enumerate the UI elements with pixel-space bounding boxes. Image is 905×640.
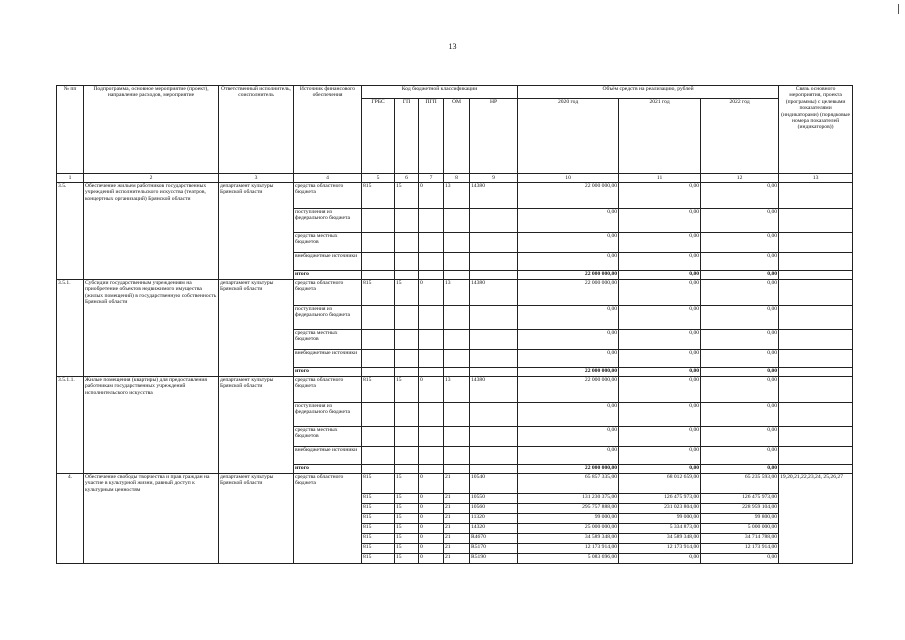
code-pgp	[419, 403, 444, 427]
header-budget-code: Код бюджетной классификации	[362, 86, 518, 99]
code-nr	[470, 427, 518, 447]
code-gp: 15	[395, 280, 419, 306]
code-gp: 15	[395, 494, 419, 504]
code-pgp: 0	[419, 377, 444, 403]
header-source: Источник финансового обеспечения	[294, 86, 362, 174]
code-gp	[395, 350, 419, 368]
column-number: 4	[294, 174, 362, 183]
link-indicators: 19,20,21,22,23,24, 25,26,27	[779, 474, 853, 564]
code-grbs	[362, 209, 395, 233]
code-gp	[395, 233, 419, 253]
code-om: 13	[444, 377, 470, 403]
code-pgp	[419, 306, 444, 330]
column-number: 8	[444, 174, 470, 183]
code-gp	[395, 465, 419, 474]
code-gp	[395, 368, 419, 377]
code-pgp: 0	[419, 554, 444, 564]
code-om: 21	[444, 514, 470, 524]
link-indicators	[779, 377, 853, 403]
link-indicators	[779, 447, 853, 465]
value-2021: 126 475 973,00	[619, 494, 701, 504]
column-number: 5	[362, 174, 395, 183]
value-2022: 65 235 593,00	[701, 474, 779, 494]
header-pgp: ПГП	[419, 99, 444, 174]
funding-source: поступления из федерального бюджета	[294, 209, 362, 233]
value-2022: 228 959 104,00	[701, 504, 779, 514]
funding-source: средства местных бюджетов	[294, 233, 362, 253]
code-gp	[395, 306, 419, 330]
executor: департамент культуры Брянской области	[219, 280, 294, 377]
link-indicators	[779, 271, 853, 280]
code-gp	[395, 253, 419, 271]
code-grbs: 815	[362, 554, 395, 564]
code-om: 21	[444, 494, 470, 504]
value-2020: 295 757 888,00	[518, 504, 619, 514]
code-nr: 14380	[470, 280, 518, 306]
value-2022: 0,00	[701, 368, 779, 377]
value-2021: 34 589 348,00	[619, 534, 701, 544]
link-indicators	[779, 330, 853, 350]
code-nr	[470, 306, 518, 330]
value-2020: 22 000 000,00	[518, 280, 619, 306]
code-nr	[470, 209, 518, 233]
value-2021: 12 173 914,00	[619, 544, 701, 554]
code-pgp	[419, 465, 444, 474]
link-indicators	[779, 306, 853, 330]
value-2020: 22 000 000,00	[518, 465, 619, 474]
value-2021: 0,00	[619, 253, 701, 271]
code-gp: 15	[395, 474, 419, 494]
link-indicators	[779, 427, 853, 447]
header-event: Подпрограмма, основное мероприятие (проект), направление расходов, мероприятие	[84, 86, 219, 174]
value-2022: 5 000 000,00	[701, 524, 779, 534]
value-2020: 22 000 000,00	[518, 183, 619, 209]
funding-source: внебюджетные источники	[294, 253, 362, 271]
code-nr	[470, 253, 518, 271]
code-gp: 15	[395, 377, 419, 403]
funding-source: средства областного бюджета	[294, 474, 362, 564]
funding-source: итого	[294, 368, 362, 377]
funding-source: средства областного бюджета	[294, 377, 362, 403]
code-pgp: 0	[419, 280, 444, 306]
link-indicators	[779, 368, 853, 377]
code-gp: 15	[395, 514, 419, 524]
code-pgp	[419, 427, 444, 447]
code-grbs	[362, 306, 395, 330]
code-gp	[395, 427, 419, 447]
code-om	[444, 350, 470, 368]
value-2022: 0,00	[701, 183, 779, 209]
code-grbs	[362, 233, 395, 253]
code-pgp	[419, 330, 444, 350]
value-2021: 0,00	[619, 403, 701, 427]
code-grbs	[362, 368, 395, 377]
value-2022: 0,00	[701, 271, 779, 280]
code-om: 21	[444, 534, 470, 544]
column-number: 9	[470, 174, 518, 183]
event-name: Субсидии государственным учреждениям на приобретение объектов недвижимого имущества (жилых помещений) в государственную собственность Брянской области	[84, 280, 219, 377]
header-om: ОМ	[444, 99, 470, 174]
column-number: 11	[619, 174, 701, 183]
value-2022: 0,00	[701, 447, 779, 465]
code-om	[444, 209, 470, 233]
code-grbs: 815	[362, 280, 395, 306]
code-nr: R5190	[470, 554, 518, 564]
code-grbs	[362, 271, 395, 280]
value-2022: 126 475 973,00	[701, 494, 779, 504]
code-gp: 15	[395, 504, 419, 514]
code-nr	[470, 368, 518, 377]
value-2020: 34 589 348,00	[518, 534, 619, 544]
scan-edge-mark	[898, 4, 899, 14]
table-row	[57, 377, 853, 403]
value-2020: 5 083 696,00	[518, 554, 619, 564]
code-grbs: 815	[362, 524, 395, 534]
header-2022: 2022 год	[701, 99, 779, 174]
value-2022: 12 173 914,00	[701, 544, 779, 554]
code-gp	[395, 330, 419, 350]
executor: департамент культуры Брянской области	[219, 474, 294, 564]
code-gp: 15	[395, 183, 419, 209]
code-om	[444, 368, 470, 377]
table-row	[57, 474, 853, 494]
code-nr	[470, 447, 518, 465]
code-nr	[470, 403, 518, 427]
code-nr	[470, 465, 518, 474]
value-2021: 0,00	[619, 183, 701, 209]
value-2020: 22 000 000,00	[518, 271, 619, 280]
row-number: 3.5.1.	[57, 280, 84, 377]
value-2021: 0,00	[619, 280, 701, 306]
code-grbs: 815	[362, 534, 395, 544]
value-2021: 0,00	[619, 368, 701, 377]
value-2021: 0,00	[619, 447, 701, 465]
code-gp	[395, 447, 419, 465]
header-2021: 2021 год	[619, 99, 701, 174]
code-grbs: 815	[362, 504, 395, 514]
code-pgp	[419, 271, 444, 280]
value-2021: 231 023 804,00	[619, 504, 701, 514]
page-number: 13	[448, 42, 457, 51]
header-num: № пп	[57, 86, 84, 174]
link-indicators	[779, 350, 853, 368]
value-2022: 99 800,00	[701, 514, 779, 524]
code-gp: 15	[395, 554, 419, 564]
value-2022: 0,00	[701, 554, 779, 564]
code-nr	[470, 350, 518, 368]
funding-source: средства областного бюджета	[294, 183, 362, 209]
event-name: Обеспечение жильем работников государственных учреждений исполнительского искусства (театров, концертных организаций) Брянской области	[84, 183, 219, 280]
value-2021: 0,00	[619, 427, 701, 447]
link-indicators	[779, 209, 853, 233]
funding-source: поступления из федерального бюджета	[294, 306, 362, 330]
code-om: 21	[444, 474, 470, 494]
funding-source: итого	[294, 271, 362, 280]
value-2020: 131 230 375,00	[518, 494, 619, 504]
code-pgp	[419, 447, 444, 465]
value-2020: 22 000 000,00	[518, 368, 619, 377]
header-gp: ГП	[395, 99, 419, 174]
code-grbs	[362, 350, 395, 368]
value-2022: 0,00	[701, 330, 779, 350]
funding-source: поступления из федерального бюджета	[294, 403, 362, 427]
executor: департамент культуры Брянской области	[219, 377, 294, 474]
code-om	[444, 330, 470, 350]
code-om	[444, 306, 470, 330]
code-nr: R5170	[470, 544, 518, 554]
code-nr: 11320	[470, 514, 518, 524]
code-om: 13	[444, 280, 470, 306]
row-number: 3.5.	[57, 183, 84, 280]
code-pgp: 0	[419, 183, 444, 209]
code-nr	[470, 330, 518, 350]
link-indicators	[779, 403, 853, 427]
value-2021: 0,00	[619, 330, 701, 350]
code-pgp: 0	[419, 514, 444, 524]
code-nr	[470, 233, 518, 253]
code-om	[444, 271, 470, 280]
table-body	[57, 86, 853, 564]
value-2022: 0,00	[701, 350, 779, 368]
code-grbs: 815	[362, 183, 395, 209]
code-om: 13	[444, 183, 470, 209]
code-pgp: 0	[419, 504, 444, 514]
column-numbers-row	[57, 174, 853, 183]
code-gp: 15	[395, 544, 419, 554]
value-2020: 22 000 000,00	[518, 377, 619, 403]
code-nr: 14380	[470, 377, 518, 403]
code-gp: 15	[395, 534, 419, 544]
code-om	[444, 465, 470, 474]
table-row	[57, 280, 853, 306]
value-2021: 0,00	[619, 377, 701, 403]
table-row	[57, 183, 853, 209]
code-nr: 14380	[470, 183, 518, 209]
event-name: Обеспечение свободы творчества и прав граждан на участие в культурной жизни, равный доступ к культурным ценностям	[84, 474, 219, 564]
code-gp: 15	[395, 524, 419, 534]
value-2020: 0,00	[518, 427, 619, 447]
value-2021: 0,00	[619, 306, 701, 330]
value-2021: 5 334 873,00	[619, 524, 701, 534]
value-2020: 0,00	[518, 306, 619, 330]
code-pgp	[419, 233, 444, 253]
column-number: 6	[395, 174, 419, 183]
value-2020: 12 173 914,00	[518, 544, 619, 554]
code-pgp: 0	[419, 544, 444, 554]
code-grbs	[362, 253, 395, 271]
code-grbs: 815	[362, 544, 395, 554]
value-2020: 0,00	[518, 350, 619, 368]
link-indicators	[779, 183, 853, 209]
event-name: Жилые помещения (квартиры) для предоставления работникам государственных учреждений исполнительского искусства	[84, 377, 219, 474]
code-nr: 10560	[470, 504, 518, 514]
funding-source: внебюджетные источники	[294, 350, 362, 368]
value-2022: 0,00	[701, 280, 779, 306]
code-grbs: 815	[362, 514, 395, 524]
row-number: 3.5.1.1.	[57, 377, 84, 474]
value-2022: 0,00	[701, 465, 779, 474]
code-om	[444, 447, 470, 465]
code-pgp	[419, 368, 444, 377]
value-2021: 99 000,00	[619, 514, 701, 524]
value-2022: 34 714 788,00	[701, 534, 779, 544]
value-2021: 0,00	[619, 233, 701, 253]
header-2020: 2020 год	[518, 99, 619, 174]
link-indicators	[779, 253, 853, 271]
value-2021: 0,00	[619, 209, 701, 233]
value-2020: 25 000 000,00	[518, 524, 619, 534]
header-row	[57, 86, 853, 99]
value-2022: 0,00	[701, 427, 779, 447]
value-2020: 0,00	[518, 253, 619, 271]
header-link: Связь основного мероприятия, проекта (программы) с целевыми показателями (индикаторами) (порядковые номера показателей (индикаторов))	[779, 86, 853, 174]
code-pgp: 0	[419, 474, 444, 494]
column-number: 10	[518, 174, 619, 183]
value-2020: 0,00	[518, 403, 619, 427]
code-pgp	[419, 209, 444, 233]
code-grbs	[362, 403, 395, 427]
value-2022: 0,00	[701, 233, 779, 253]
column-number: 13	[779, 174, 853, 183]
link-indicators	[779, 280, 853, 306]
code-gp	[395, 271, 419, 280]
link-indicators	[779, 233, 853, 253]
value-2021: 0,00	[619, 465, 701, 474]
code-om	[444, 427, 470, 447]
value-2021: 0,00	[619, 554, 701, 564]
column-number: 1	[57, 174, 84, 183]
column-number: 12	[701, 174, 779, 183]
value-2021: 68 012 659,00	[619, 474, 701, 494]
code-grbs: 815	[362, 377, 395, 403]
code-pgp: 0	[419, 524, 444, 534]
funding-source: внебюджетные источники	[294, 447, 362, 465]
code-om: 21	[444, 524, 470, 534]
column-number: 7	[419, 174, 444, 183]
value-2022: 0,00	[701, 306, 779, 330]
code-grbs	[362, 427, 395, 447]
executor: департамент культуры Брянской области	[219, 183, 294, 280]
code-gp	[395, 403, 419, 427]
code-pgp	[419, 253, 444, 271]
value-2022: 0,00	[701, 253, 779, 271]
value-2020: 65 857 335,00	[518, 474, 619, 494]
header-nr: НР	[470, 99, 518, 174]
header-grbs: ГРБС	[362, 99, 395, 174]
code-gp	[395, 209, 419, 233]
link-indicators	[779, 465, 853, 474]
code-om: 21	[444, 544, 470, 554]
code-grbs	[362, 465, 395, 474]
code-nr: 10550	[470, 494, 518, 504]
header-volume: Объём средств на реализацию, рублей	[518, 86, 779, 99]
code-om	[444, 403, 470, 427]
value-2022: 0,00	[701, 209, 779, 233]
value-2020: 0,00	[518, 330, 619, 350]
code-grbs	[362, 330, 395, 350]
budget-table	[56, 85, 853, 564]
code-grbs: 815	[362, 474, 395, 494]
value-2020: 0,00	[518, 209, 619, 233]
funding-source: итого	[294, 465, 362, 474]
value-2022: 0,00	[701, 403, 779, 427]
code-pgp: 0	[419, 494, 444, 504]
code-om	[444, 233, 470, 253]
code-grbs	[362, 447, 395, 465]
code-grbs: 815	[362, 494, 395, 504]
value-2021: 0,00	[619, 271, 701, 280]
column-number: 3	[219, 174, 294, 183]
code-pgp	[419, 350, 444, 368]
header-executor: Ответственный исполнитель, соисполнитель	[219, 86, 294, 174]
code-om: 21	[444, 504, 470, 514]
funding-source: средства местных бюджетов	[294, 427, 362, 447]
funding-source: средства местных бюджетов	[294, 330, 362, 350]
value-2022: 0,00	[701, 377, 779, 403]
code-nr: 14320	[470, 524, 518, 534]
row-number: 4.	[57, 474, 84, 564]
code-pgp: 0	[419, 534, 444, 544]
value-2020: 99 000,00	[518, 514, 619, 524]
code-om	[444, 253, 470, 271]
code-om: 21	[444, 554, 470, 564]
value-2020: 0,00	[518, 447, 619, 465]
code-nr	[470, 271, 518, 280]
column-number: 2	[84, 174, 219, 183]
code-nr: R4670	[470, 534, 518, 544]
value-2020: 0,00	[518, 233, 619, 253]
value-2021: 0,00	[619, 350, 701, 368]
funding-source: средства областного бюджета	[294, 280, 362, 306]
code-nr: 10540	[470, 474, 518, 494]
